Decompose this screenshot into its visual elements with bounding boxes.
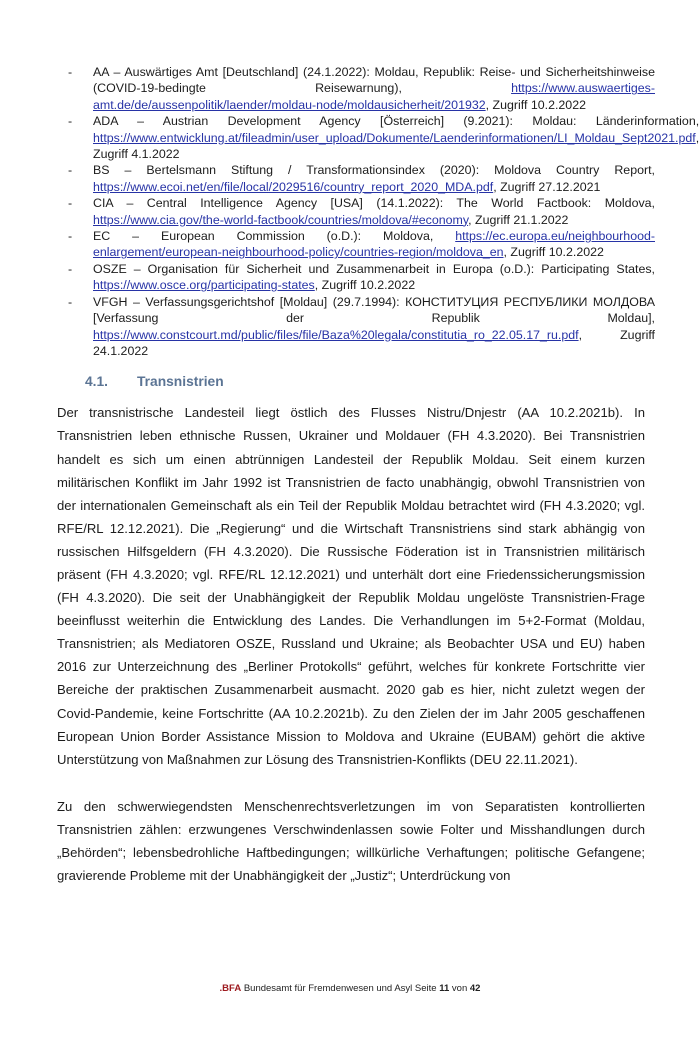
page-footer xyxy=(0,983,700,994)
reference-link[interactable]: https://www.osce.org/participating-states xyxy=(93,278,315,293)
reference-access-date: , Zugriff 10.2.2022 xyxy=(314,278,416,293)
reference-text xyxy=(93,162,655,195)
footer-org-name: Bundesamt für Fremdenwesen und Asyl xyxy=(243,983,413,994)
reference-access-date: , Zugriff 10.2.2022 xyxy=(485,97,586,112)
bullet-dash: - xyxy=(68,196,73,211)
reference-text xyxy=(93,113,699,162)
reference-item xyxy=(68,261,655,294)
reference-link[interactable]: https://ec.europa.eu/neighbourhood-enlargement/european-neighbourhood-policy/countries-region/moldova_en xyxy=(93,229,655,260)
reference-link[interactable]: https://www.cia.gov/the-world-factbook/countries/moldova/#economy xyxy=(93,212,469,227)
reference-text xyxy=(93,195,655,228)
section-number: 4.1. xyxy=(85,374,109,390)
reference-citation: ADA – Austrian Development Agency [Österreich] (9.2021): Moldau: Länderinformation, xyxy=(93,114,700,129)
reference-citation: VFGH – Verfassungsgerichtshof [Moldau] (29.7.1994): КОНСТИТУЦИЯ РЕСПУБЛИКИ МОЛДОВА [Verfassung der Republik Moldau], xyxy=(93,294,655,326)
bfa-logo: .BFA xyxy=(219,983,242,994)
reference-citation: EC – European Commission (o.D.): Moldova, xyxy=(93,229,456,244)
bullet-dash: - xyxy=(68,114,73,129)
body-paragraph-2: Zu den schwerwiegendsten Menschenrechtsverletzungen im von Separatisten kontrollierten Transnistrien zählen: erzwungenes Verschwindenlassen sowie Folter und Misshandlungen durch „Behörden“; lebensbedrohliche Haftbedingungen; willkürliche Verhaftungen; politische Gefangene; gravierende Probleme mit der Unabhängigkeit der „Justiz“; Unterdrückung von xyxy=(57,798,645,884)
reference-item xyxy=(68,64,655,113)
footer-page-label: Seite xyxy=(414,983,437,994)
reference-access-date: , Zugriff 27.12.2021 xyxy=(493,179,601,194)
reference-citation: OSZE – Organisation für Sicherheit und Zusammenarbeit in Europa (o.D.): Participating States, xyxy=(93,261,655,276)
reference-link[interactable]: https://www.constcourt.md/public/files/file/Baza%20legala/constitutia_ro_22.05.17_ru.pdf xyxy=(93,327,579,342)
reference-access-date: , Zugriff 21.1.2022 xyxy=(468,212,569,227)
bullet-dash: - xyxy=(68,229,73,244)
reference-item xyxy=(68,113,700,162)
reference-link[interactable]: https://www.entwicklung.at/fileadmin/user_upload/Dokumente/Laenderinformationen/LI_Moldau_Sept2021.pdf xyxy=(93,130,696,145)
section-title: Transnistrien xyxy=(137,374,224,390)
reference-link[interactable]: https://www.auswaertiges-amt.de/de/aussenpolitik/laender/moldau-node/moldausicherheit/201932 xyxy=(93,81,655,112)
reference-item xyxy=(68,228,655,261)
reference-access-date: , Zugriff 10.2.2022 xyxy=(503,245,604,260)
reference-text xyxy=(93,64,655,113)
reference-link[interactable]: https://www.ecoi.net/en/file/local/2029516/country_report_2020_MDA.pdf xyxy=(93,179,494,194)
section-heading xyxy=(85,374,655,389)
reference-list xyxy=(68,64,700,359)
reference-item xyxy=(68,162,655,195)
bullet-dash: - xyxy=(68,294,73,309)
document-page xyxy=(0,64,700,1063)
reference-item xyxy=(68,294,655,360)
footer-page-number: 11 xyxy=(439,983,450,994)
bullet-dash: - xyxy=(68,261,73,276)
footer-of-label: von xyxy=(451,983,468,994)
reference-access-date: , Zugriff 4.1.2022 xyxy=(93,130,700,162)
reference-text xyxy=(93,294,655,360)
footer-page-total: 42 xyxy=(469,983,481,994)
reference-text xyxy=(93,228,655,261)
body-paragraph-1: Der transnistrische Landesteil liegt östlich des Flusses Nistru/Dnjestr (AA 10.2.2021b). In Transnistrien leben ethnische Russen, Ukrainer und Moldauer (FH 4.3.2020). Bei Transnistrien handelt es sich um einen abtrünnigen Landesteil der Republik Moldau. Seit einem kurzen militärischen Konflikt im Jahr 1992 ist Transnistrien de facto unabhängig, obwohl Transnistrien von der internationalen Gemeinschaft als ein Teil der Republik Moldau betrachtet wird (FH 4.3.2020; vgl. RFE/RL 12.12.2021). Die „Regierung“ und die Wirtschaft Transnistriens sind stark abhängig von russischen Hilfsgeldern (FH 4.3.2020). Die Russische Föderation ist in Transnistrien militärisch präsent (FH 4.3.2020; vgl. RFE/RL 12.12.2021) und unterhält dort eine Friedenssicherungsmission (FH 4.3.2020). Die seit der Unabhängigkeit der Republik Moldau ungelöste Transnistrien-Frage beeinflusst weiterhin die Entwicklung des Landes. Die Verhandlungen im 5+2-Format (Moldau, Transnistrien; als Mediatoren OSZE, Russland und Ukraine; als Beobachter USA und EU) haben 2016 zur Unterzeichnung des „Berliner Protokolls“ geführt, welches für konkrete Fortschritte vier Bereiche der praktischen Zusammenarbeit ausmacht. 2020 gab es hier, nicht zuletzt wegen der Covid-Pandemie, keine Fortschritte (AA 10.2.2021b). Zu den Zielen der im Jahr 2005 geschaffenen European Union Border Assistance Mission to Moldova and Ukraine (EUBAM) gehört die aktive Unterstützung von Maßnahmen zur Lösung des Transnistrien-Konflikts (DEU 22.11.2021). xyxy=(57,405,645,767)
reference-text xyxy=(93,261,655,294)
bullet-dash: - xyxy=(68,65,73,79)
reference-citation: AA – Auswärtiges Amt [Deutschland] (24.1.2022): Moldau, Republik: Reise- und Sicherheitshinweise (COVID-19-bedingte Reisewarnung), xyxy=(93,65,655,96)
bullet-dash: - xyxy=(68,163,73,178)
reference-access-date: , Zugriff 24.1.2022 xyxy=(93,327,655,358)
reference-citation: CIA – Central Intelligence Agency [USA] (14.1.2022): The World Factbook: Moldova, xyxy=(93,196,655,211)
reference-item xyxy=(68,195,655,228)
reference-citation: BS – Bertelsmann Stiftung / Transformationsindex (2020): Moldova Country Report, xyxy=(93,163,655,178)
